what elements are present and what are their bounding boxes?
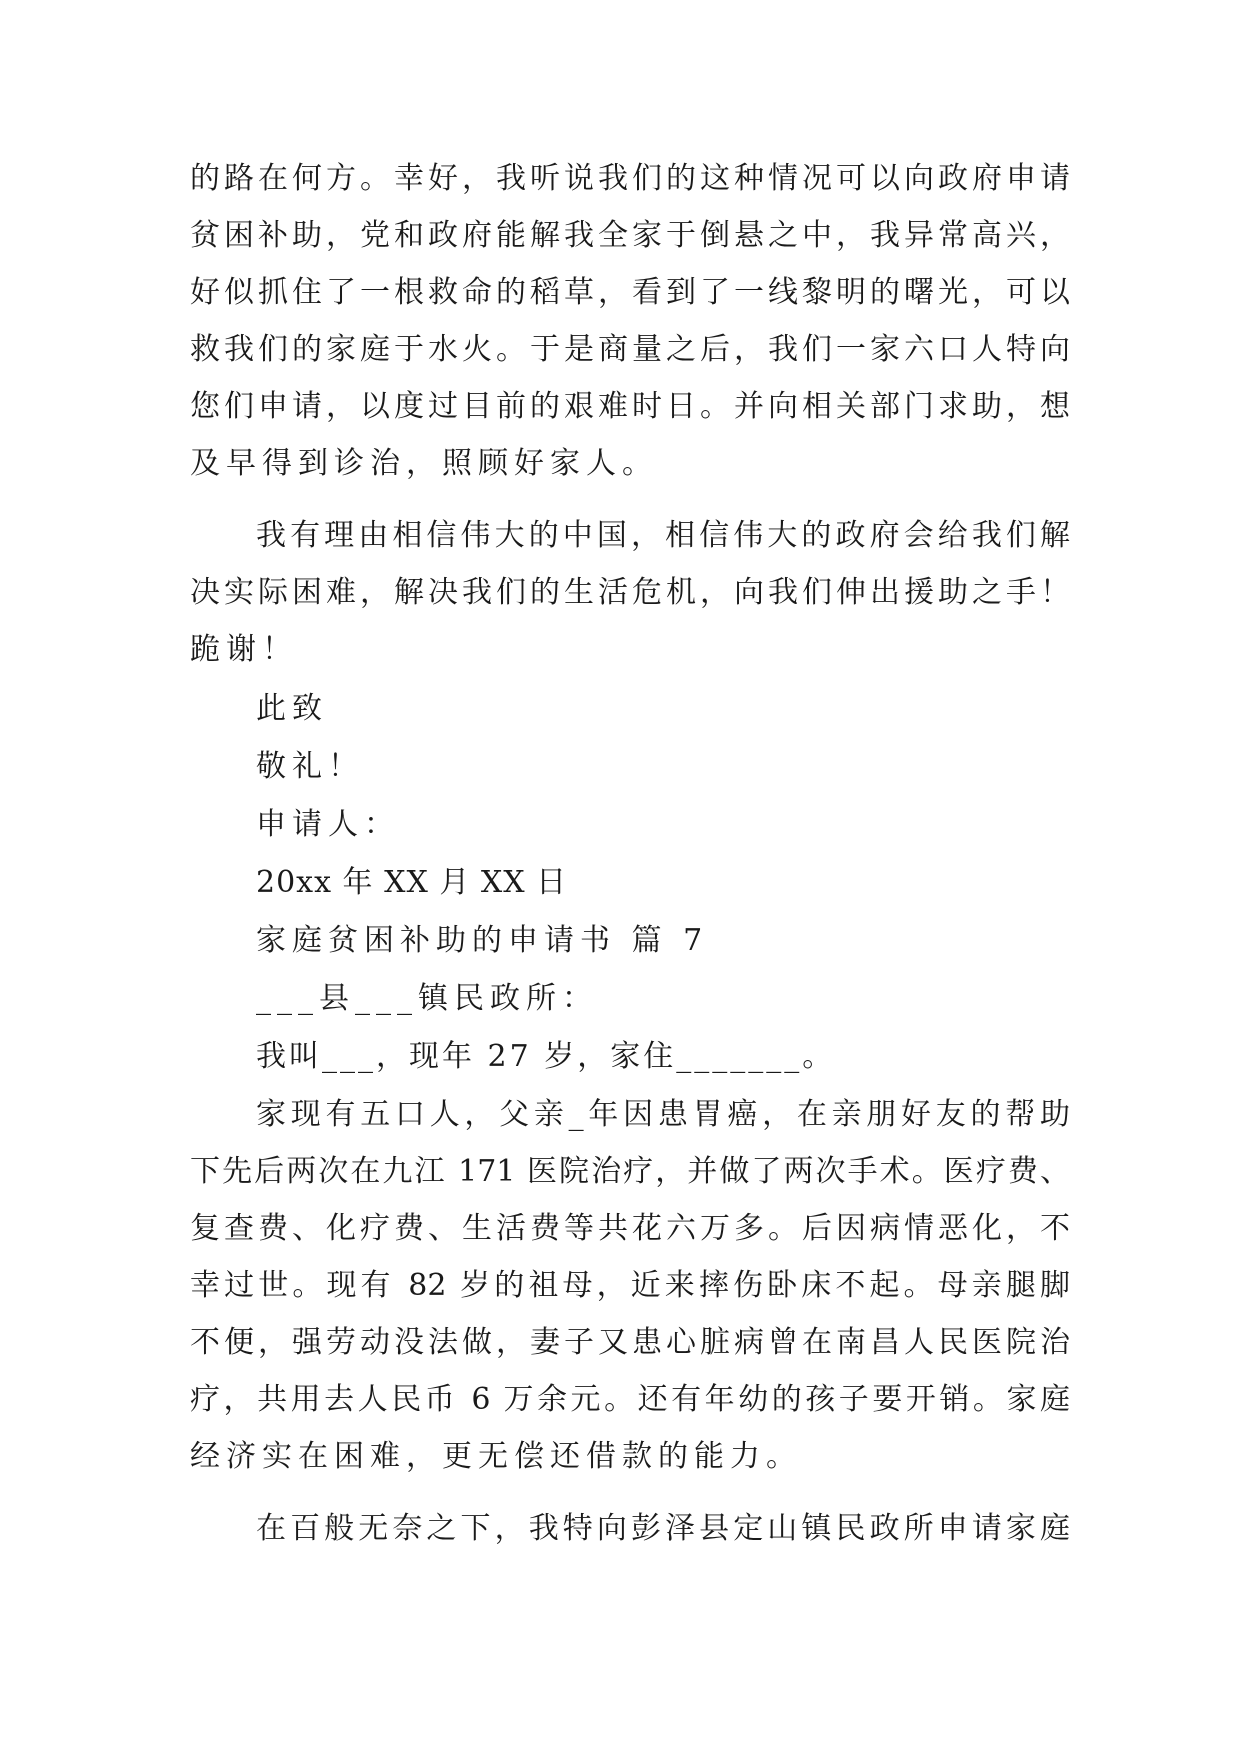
paragraph-line: 及早得到诊治，照顾好家人。 bbox=[190, 446, 658, 481]
paragraph-line: 的路在何方。幸好，我听说我们的这种情况可以向政府申请 bbox=[190, 161, 1070, 196]
paragraph-line: 下先后两次在九江 171 医院治疗，并做了两次手术。医疗费、 bbox=[190, 1154, 1070, 1189]
paragraph-line: 您们申请，以度过目前的艰难时日。并向相关部门求助，想 bbox=[190, 389, 1070, 424]
date-line: 20xx 年 XX 月 XX 日 bbox=[256, 865, 568, 900]
paragraph-line: 经济实在困难，更无偿还借款的能力。 bbox=[190, 1439, 802, 1474]
addressee: ___县___镇民政所： bbox=[256, 981, 598, 1016]
closing-zhi: 此致 bbox=[256, 691, 328, 726]
closing-jingli: 敬礼！ bbox=[256, 749, 364, 784]
paragraph-line: 救我们的家庭于水火。于是商量之后，我们一家六口人特向 bbox=[190, 332, 1070, 367]
paragraph-line: 在百般无奈之下，我特向彭泽县定山镇民政所申请家庭 bbox=[256, 1511, 1070, 1546]
paragraph-line: 家现有五口人，父亲_年因患胃癌，在亲朋好友的帮助 bbox=[256, 1097, 1070, 1132]
paragraph-line: 不便，强劳动没法做，妻子又患心脏病曾在南昌人民医院治 bbox=[190, 1325, 1070, 1360]
paragraph-line: 决实际困难，解决我们的生活危机，向我们伸出援助之手！ bbox=[190, 575, 1070, 610]
paragraph-line: 复查费、化疗费、生活费等共花六万多。后因病情恶化，不 bbox=[190, 1211, 1070, 1246]
paragraph-line: 跪谢！ bbox=[190, 632, 298, 667]
section-title: 家庭贫困补助的申请书 篇 7 bbox=[256, 923, 709, 958]
paragraph-line: 我有理由相信伟大的中国，相信伟大的政府会给我们解 bbox=[256, 518, 1070, 553]
paragraph-line: 幸过世。现有 82 岁的祖母，近来摔伤卧床不起。母亲腿脚 bbox=[190, 1268, 1070, 1303]
intro-line: 我叫___，现年 27 岁，家住_______。 bbox=[256, 1039, 836, 1074]
paragraph-line: 好似抓住了一根救命的稻草，看到了一线黎明的曙光，可以 bbox=[190, 275, 1070, 310]
applicant-label: 申请人： bbox=[256, 807, 400, 842]
paragraph-line: 疗，共用去人民币 6 万余元。还有年幼的孩子要开销。家庭 bbox=[190, 1382, 1070, 1417]
paragraph-line: 贫困补助，党和政府能解我全家于倒悬之中，我异常高兴， bbox=[190, 218, 1070, 253]
